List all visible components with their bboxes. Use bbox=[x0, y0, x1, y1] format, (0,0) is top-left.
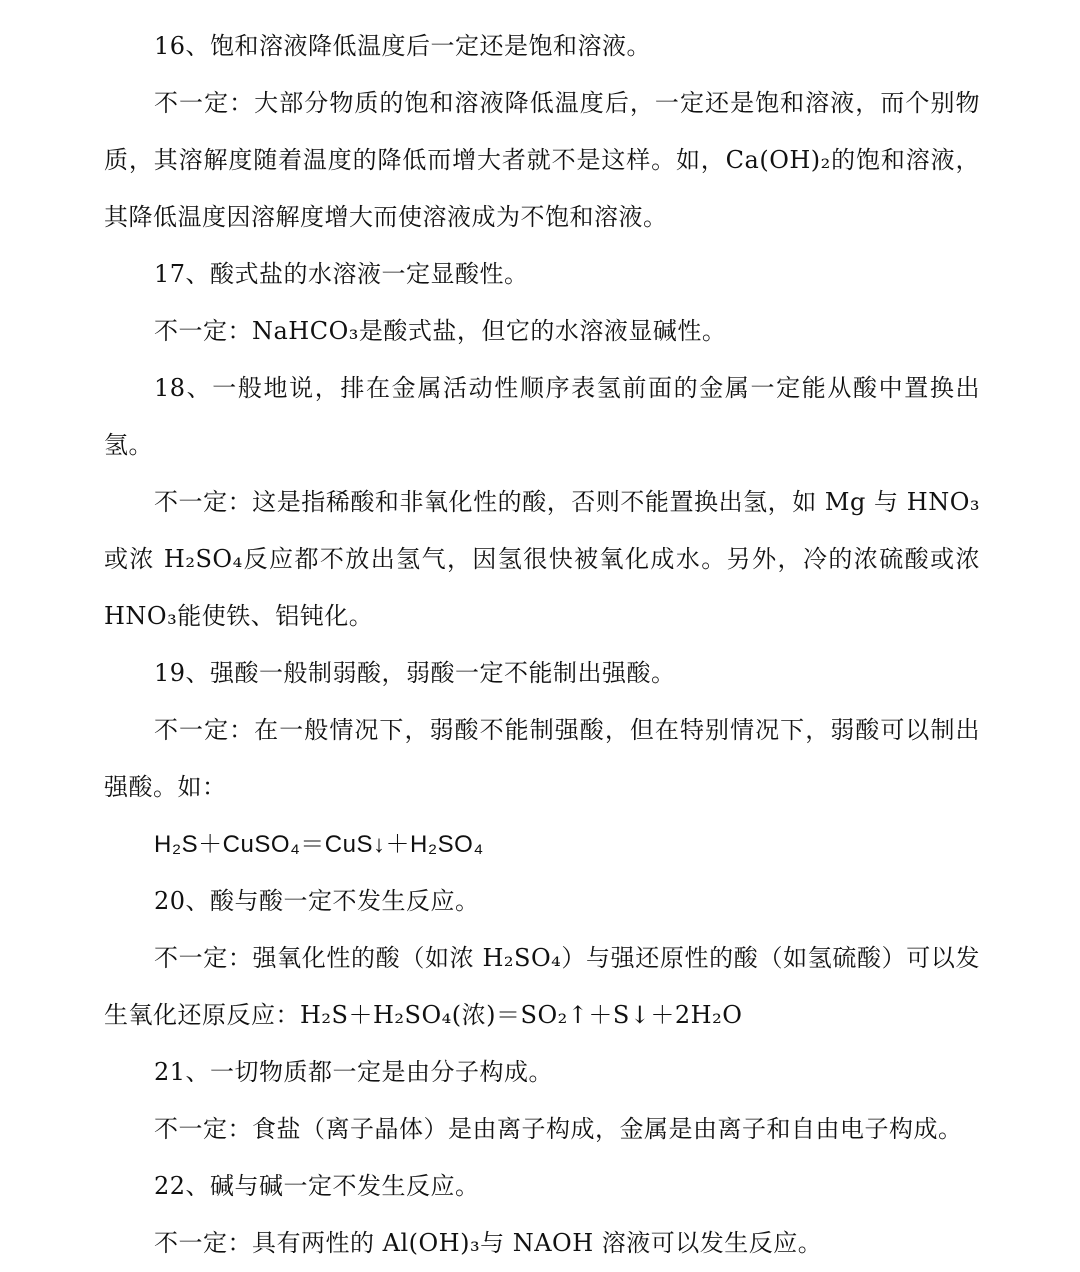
answer-21: 不一定：食盐（离子晶体）是由离子构成，金属是由离子和自由电子构成。 bbox=[154, 1115, 963, 1143]
answer-17: 不一定：NaHCO₃是酸式盐，但它的水溶液显碱性。 bbox=[154, 317, 727, 345]
question-22: 22、碱与碱一定不发生反应。 bbox=[154, 1172, 480, 1200]
equation-19: H₂S＋CuSO₄＝CuS↓＋H₂SO₄ bbox=[154, 831, 484, 858]
answer-16: 不一定：大部分物质的饱和溶液降低温度后，一定还是饱和溶液，而个别物质，其溶解度随着温度的降低而增大者就不是这样。如，Ca(OH)₂的饱和溶液，其降低温度因溶解度增大而使溶液成为不饱和溶液。 bbox=[104, 89, 980, 231]
answer-20: 不一定：强氧化性的酸（如浓 H₂SO₄）与强还原性的酸（如氢硫酸）可以发生氧化还原反应：H₂S＋H₂SO₄(浓)＝SO₂↑＋S↓＋2H₂O bbox=[104, 944, 980, 1029]
question-21: 21、一切物质都一定是由分子构成。 bbox=[154, 1058, 554, 1086]
answer-22: 不一定：具有两性的 Al(OH)₃与 NAOH 溶液可以发生反应。 bbox=[154, 1229, 823, 1257]
question-20: 20、酸与酸一定不发生反应。 bbox=[154, 887, 480, 915]
answer-19: 不一定：在一般情况下，弱酸不能制强酸，但在特别情况下，弱酸可以制出强酸。如： bbox=[104, 716, 980, 801]
question-17: 17、酸式盐的水溶液一定显酸性。 bbox=[154, 260, 529, 288]
answer-18: 不一定：这是指稀酸和非氧化性的酸，否则不能置换出氢，如 Mg 与 HNO₃或浓 H₂SO₄反应都不放出氢气，因氢很快被氧化成水。另外，冷的浓硫酸或浓HNO₃能使铁、铝钝化。 bbox=[104, 488, 980, 630]
question-16: 16、饱和溶液降低温度后一定还是饱和溶液。 bbox=[154, 32, 652, 60]
question-19: 19、强酸一般制弱酸，弱酸一定不能制出强酸。 bbox=[154, 659, 676, 687]
question-18: 18、一般地说，排在金属活动性顺序表氢前面的金属一定能从酸中置换出氢。 bbox=[104, 374, 980, 459]
